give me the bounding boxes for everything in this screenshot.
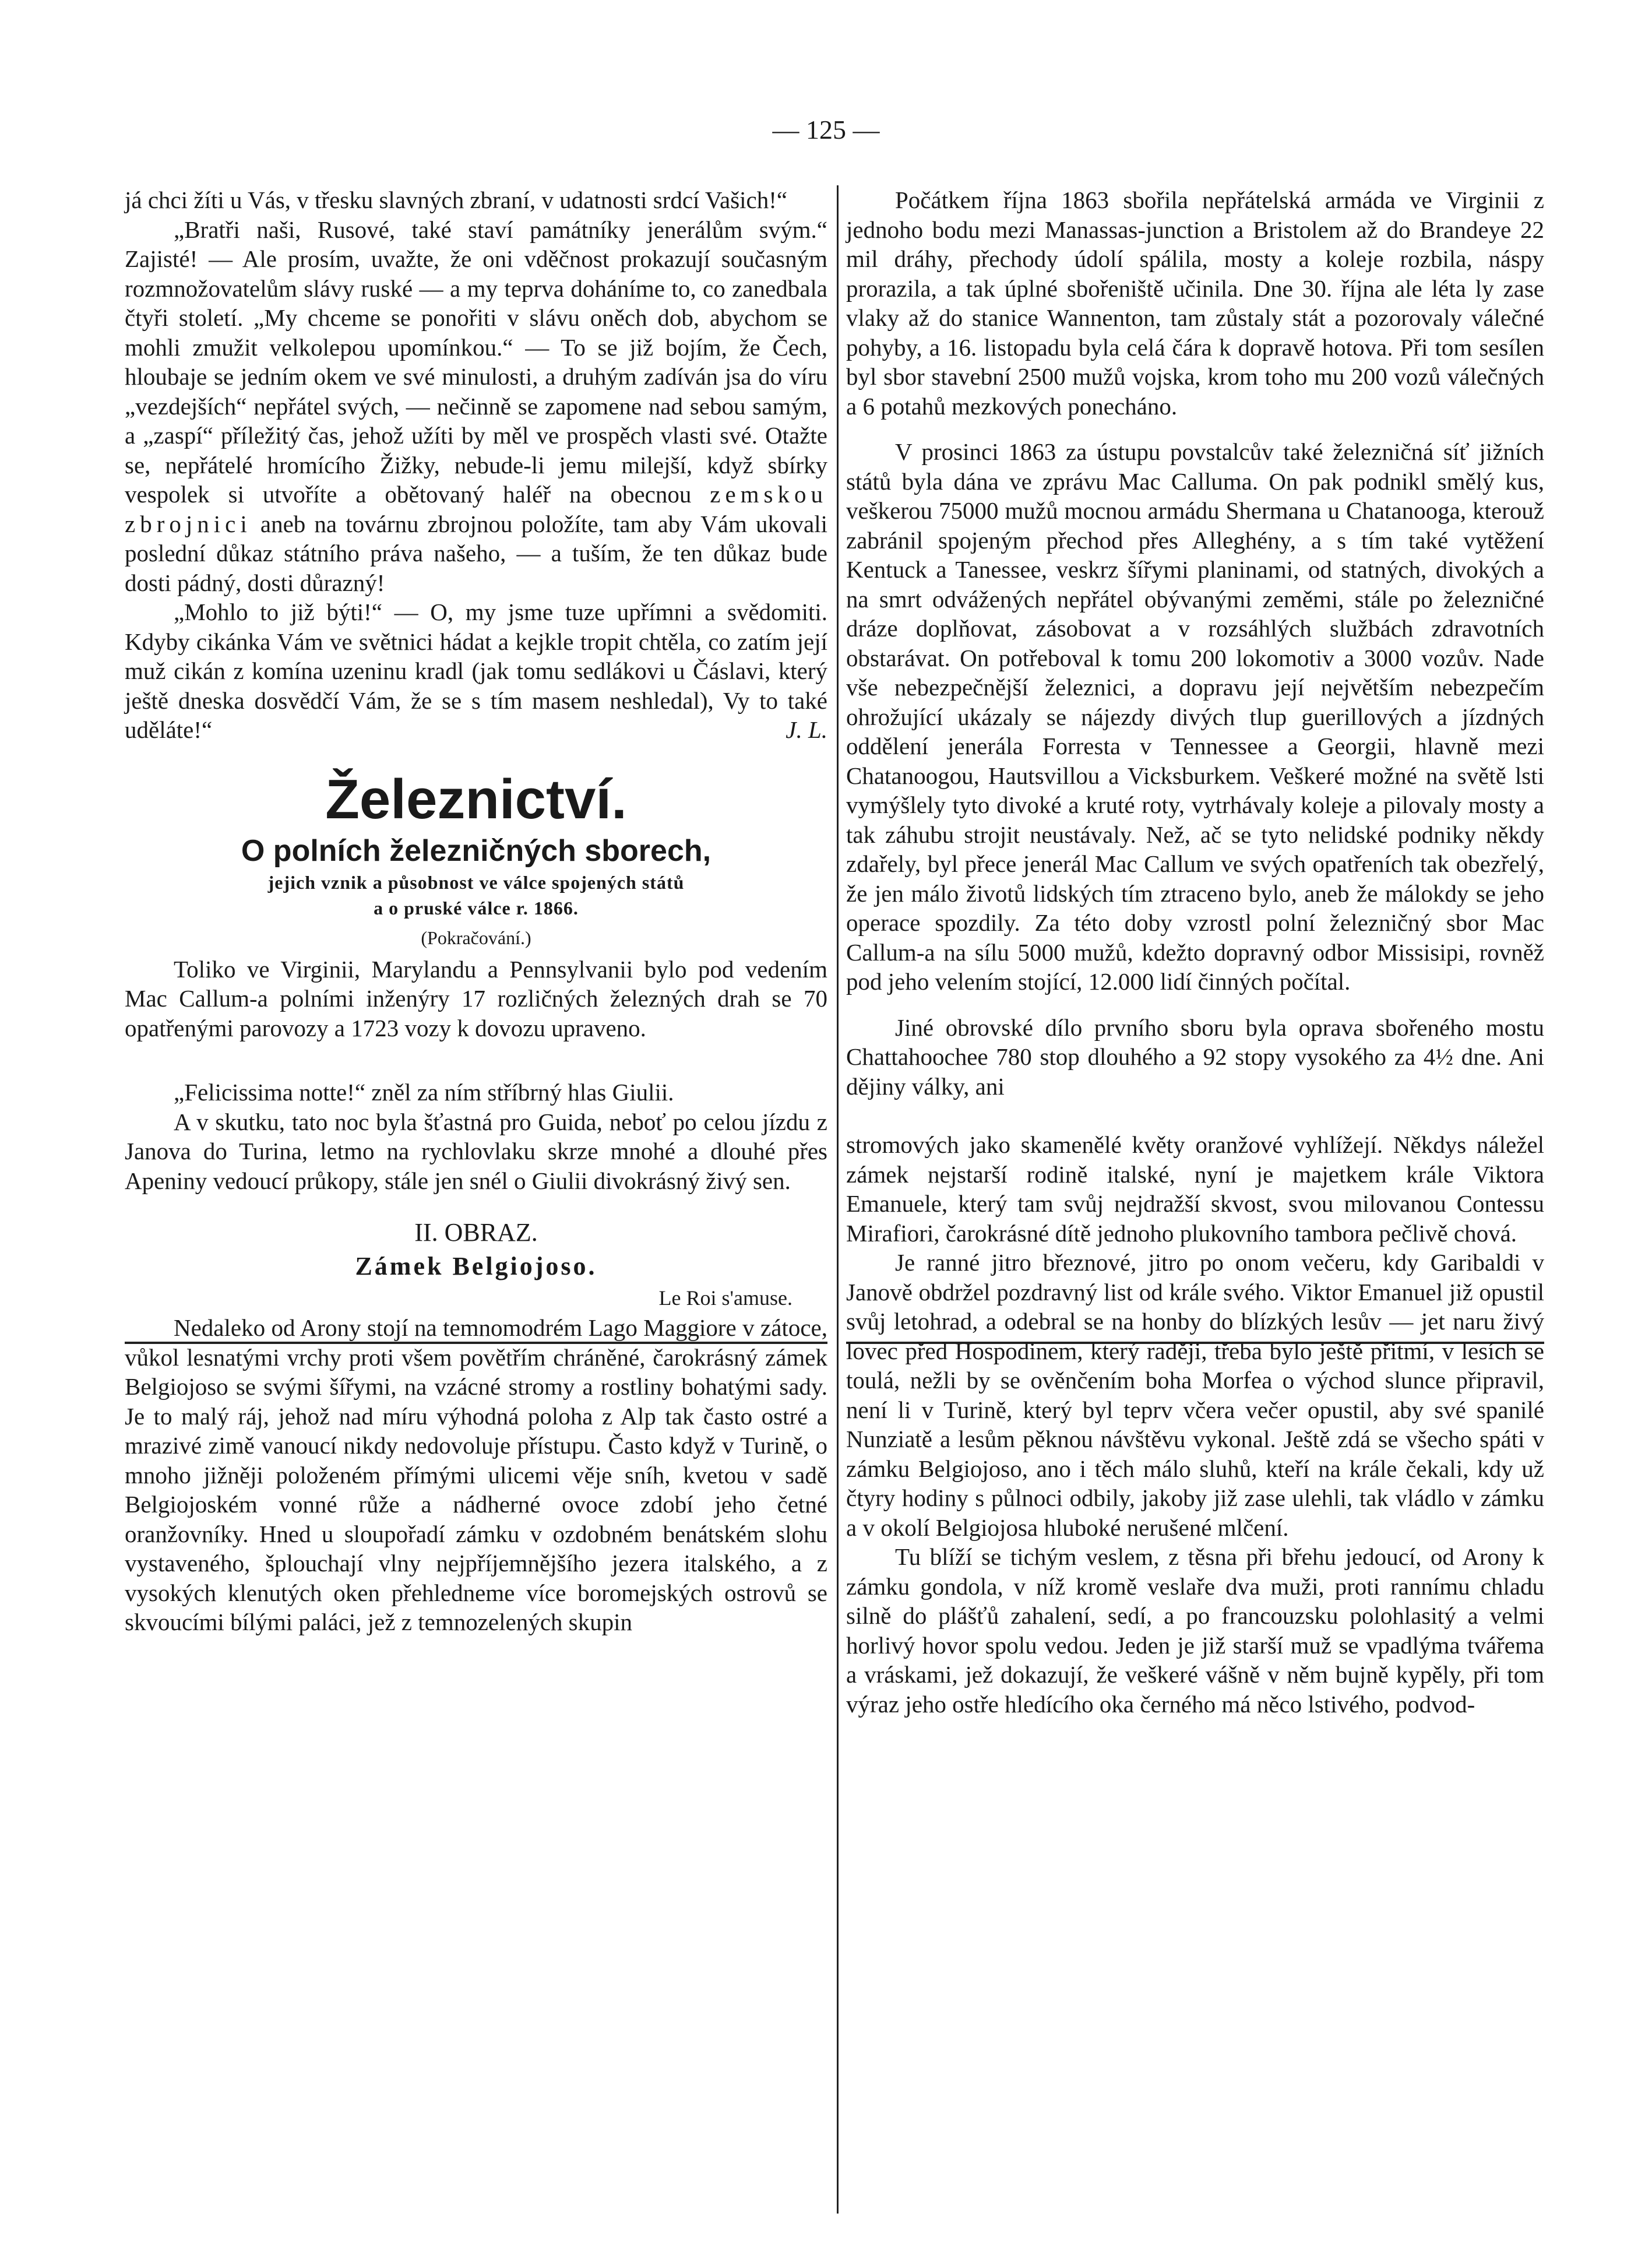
story-right-paragraph-3: Tu blíží se tichým veslem, z těsna při břehu jedoucí, od Arony k zámku gondola, v níž kromě veslaře dva muži, proti rannímu chladu silně do plášťů zahalení, sedí, a po francouzsku polohlasitý a velmi horlivý hovor spolu vedou. Jeden je již starší muž se vpadlýma tvářema a vráskami, jež dokazují, že veškeré vášně v něm bujně kypěly, při tom výraz jeho ostře hledícího oka černého má něco lstivého, podvod- xyxy=(846,1543,1544,1718)
story-paragraph-1: „Felicissima notte!“ zněl za ním stříbrný hlas Giulii. xyxy=(174,1079,674,1106)
story-paragraph-3: Nedaleko od Arony stojí na temnomodrém Lago Maggiore v zátoce, vůkol lesnatými vrchy proti všem povětřím chráněné, čarokrásný zámek Belgiojoso se svými šířymi, na vzácné stromy a rostliny bohatými sady. Je to malý ráj, jehož nad míru výhodná poloha z Alp tak často ostré a mrazivé zimě vanoucí nikdy nedovoluje přístupu. Často když v Turině, o mnoho jižněji položeném přímými ulicemi věje sníh, kvetou v sadě Belgiojoském vonné růže a nádherné ovoce zdobí jeho četné oranžovníky. Hned u sloupořadí zámku v ozdobném benátském slohu vystaveného, šplouchají vlny nejpříjemnějšího jezera italského, a z vysokých klenutých oken přehledneme více boromejských ostrovů se skvoucími bílými paláci, jež z temnozelených skupin xyxy=(125,1314,827,1635)
author-signature: J. L. xyxy=(786,716,827,743)
chapter-title: Zámek Belgiojoso. xyxy=(355,1252,597,1280)
virginia-paragraph: Počátkem října 1863 sbořila nepřátelská armáda ve Virginii z jednoho bodu mezi Manassas-junction a Bristolem až do Brandeye 22 mil dráhy, přechody údolí spálila, mosty a koleje rozbila, náspy prorazila, a tak úplné sbořeniště učinila. Dne 30. října ale léta ly zase vlaky až do stanice Wannenton, tam zůstaly stát a pozorovaly válečné pohyby, a 16. listopadu byla celá čára k dopravě hotova. Při tom sesílen byl sbor stavební 2500 mužů vojska, krom toho mu 200 vozů válečných a 6 potahů mezkových ponecháno. xyxy=(846,187,1544,420)
monument-text: „Bratři naši, Rusové, také staví památníky jenerálům svým.“ Zajisté! — Ale prosím, uvažte, že oni vděčnost prokazují současným rozmnožovatelům slávy ruské — a my teprva doháníme to, co zanedbala čtyři století. „My chceme se ponořiti v slávu oněch dob, abychom se mohli zmužit velkolepou upomínkou.“ — To se již bojím, že Čech, hloubaje se jedním okem ve své minulosti, a druhým zadíván jsa do víru „vezdejších“ nepřátel svých, — nečinně se zapomene nad sebou samým, a „zaspí“ příležitý čas, jehož užíti by měl ve prospěch vlasti své. Otažte se, nepřátelé hromícího Žižky, nebude-li jemu milejší, když sbírky vespolek si utvoříte a obětovaný haléř na obecnou xyxy=(125,216,827,508)
right-column xyxy=(846,185,1544,1719)
chapter-heading: II. OBRAZ. xyxy=(414,1218,538,1247)
section-heading-railways: Železnictví. xyxy=(325,768,627,831)
column-divider xyxy=(837,185,839,2214)
spaced-phrase: zemskou zbrojnici xyxy=(125,481,827,537)
railways-paragraph: Toliko ve Virginii, Marylandu a Pennsylvanii bylo pod vedením Mac Callum-a polními inženýry 17 rozličných železných drah se 70 opatřenými parovozy a 1723 vozy k dovozu upraveno. xyxy=(125,955,827,1041)
monument-text-end: aneb na továrnu zbrojnou položíte, tam aby Vám ukovali poslední důkaz státního práva našeho, — a tuším, že ten důkaz bude dosti pádný, dosti důrazný! xyxy=(125,510,827,596)
section-subheading: O polních železničných sborech, xyxy=(241,833,711,868)
bridge-paragraph: Jiné obrovské dílo prvního sboru byla oprava sbořeného mostu Chattahoochee 780 stop dlouhého a 92 stopy vysokého za 4½ dne. Ani dějiny války, ani xyxy=(846,1014,1544,1100)
december-paragraph: V prosinci 1863 za ústupu povstalcův také železničná síť jižních států byla dána ve zprávu Mac Calluma. On pak podnikl smělý kus, veškerou 75000 mužů mocnou armádu Shermana u Chatanooga, kterouž zabránil spojeným přechod přes Alleghény, a s tím také vytěžení Kentuck a Tanessee, veskrz šířymi planinami, od statných, divokých a na smrt odvážených nepřátel obývanými zeměmi, stále po železničné dráze doplňovat, zásobovat a v rozsáhlých službách zdravotních obstarávat. On potřeboval k tomu 200 lokomotiv a 3000 vozův. Nade vše nebezpečnější železnici, a dopravu její největším nebezpečím ohrožující ukázaly se nájezdy divých tlup guerillových a jízdných oddělení jenerála Forresta v Tennessee a Georgii, hlavně mezi Chatanoogou, Hautsvillou a Vicksburkem. Veškeré možné na světě lsti vymýšlely tyto divoké a kruté roty, vytrhávaly koleje a pilovaly mosty a tak záhubu strojit neustávaly. Než, ač se tyto nelidské podniky někdy zdařely, byl přece jenerál Mac Callum ve svých opatřeních tak obezřelý, že jen málo životů lidských tím ztraceno bylo, aneb že málokdy se jeho operace spozdily. Za této doby vzrostl polní železničný sbor Mac Callum-a na sílu 5000 mužů, kdežto dopravný odbor Missisipi, rovněž pod jeho velením stojící, 12.000 lidí činných počítal. xyxy=(846,438,1544,995)
intro-end-paragraph: já chci žíti u Vás, v třesku slavných zbraní, v udatnosti srdcí Vašich!“ xyxy=(125,187,788,213)
story-paragraph-2: A v skutku, tato noc byla šťastná pro Guida, neboť po celou jízdu z Janova do Turina, letmo na rychlovlaku skrze mnohé a dlouhé přes Apeniny vedoucí průkopy, stále jen snél o Giulii divokrásný živý sen. xyxy=(125,1108,827,1194)
section-subtitle-line-1: jejich vznik a působnost ve válce spojených států xyxy=(267,871,685,893)
left-column xyxy=(125,185,827,1637)
chapter-motto: Le Roi s'amuse. xyxy=(658,1286,792,1310)
gypsy-paragraph: „Mohlo to již býti!“ — O, my jsme tuze upřímni a svědomiti. Kdyby cikánka Vám ve světnici hádat a kejkle tropit chtěla, co zatím její muž cikán z komína uzeninu kradl (jak tomu sedlákovi u Čáslavi, který ještě dneska dosvědčí Vám, že se s tím masem neshledal), Vy to také uděláte!“ xyxy=(125,599,827,743)
story-right-paragraph-1: stromových jako skamenělé květy oranžové vyhlížejí. Někdys náležel zámek nejstarší rodině italské, nyní je majetkem krále Viktora Emanuele, který tam svůj nejdražší skvost, svou milovanou Contessu Mirafiori, čarokrásné dítě jednoho plukovního tambora pečlivě chová. xyxy=(846,1131,1544,1247)
continuation-note: (Pokračování.) xyxy=(421,927,531,948)
section-subtitle-line-2: a o pruské válce r. 1866. xyxy=(374,897,579,919)
monument-paragraph xyxy=(125,215,827,598)
story-right-paragraph-2: Je ranné jitro březnové, jitro po onom večeru, kdy Garibaldi v Janově obdržel pozdravný list od krále svého. Viktor Emanuel již opustil svůj letohrad, a odebral se na honby do blízkých lesův — jet naru živý lovec před Hospodinem, který raději, třeba bylo ještě přitmí, v lesích se toulá, nežli by se ověnčením boha Morfea o východ slunce připravil, není li v Turině, který byl teprv včera večer opustil, aby své spanilé Nunziatě a lesům pěknou návštěvu vykonal. Ještě zdá se všecho spáti v zámku Belgiojoso, ano i těch málo sluhů, kteří na krále čekali, kdy už čtyry hodiny s půlnoci odbily, jakoby již zase ulehli, tak vládlo v zámku a v okolí Belgiojosa hluboké nerušené mlčení. xyxy=(846,1249,1544,1541)
page-number: — 125 — xyxy=(772,115,880,145)
